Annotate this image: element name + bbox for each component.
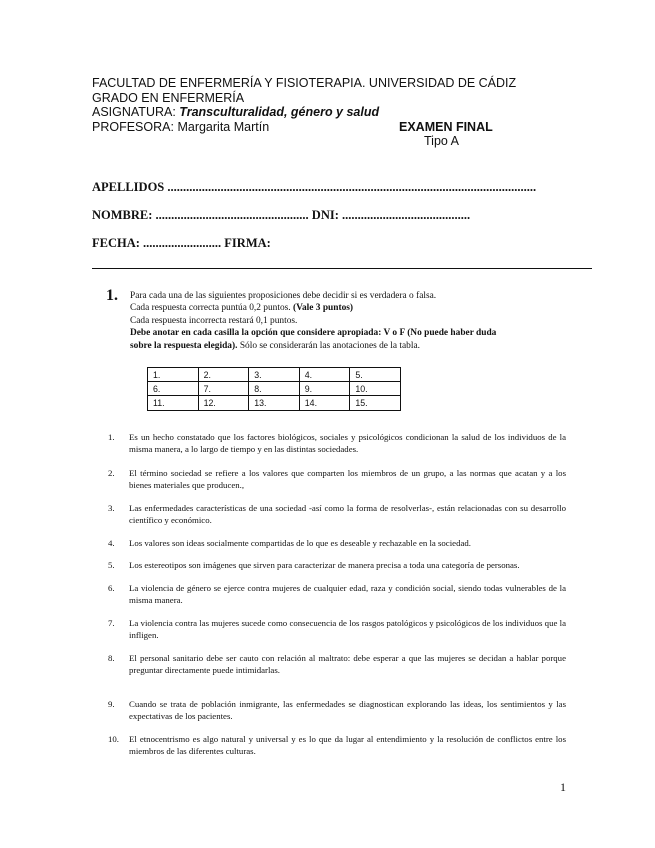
answer-cell[interactable]: 14. xyxy=(299,396,350,410)
professor-name: Margarita Martín xyxy=(177,119,270,134)
name-id-field[interactable] xyxy=(92,208,470,223)
statement-number: 5. xyxy=(108,560,115,570)
statement-text: El personal sanitario debe ser cauto con relación al maltrato: debe esperar a que las mujeres se decidan a hablar porque preguntar directamente puede intimidarlas. xyxy=(129,653,566,675)
instruction-line: Cada respuesta incorrecta restará 0,1 puntos. xyxy=(130,315,298,326)
instruction-line xyxy=(130,340,560,352)
answer-cell[interactable]: 7. xyxy=(198,382,249,396)
name-dots: ................................................. xyxy=(155,208,309,222)
faculty-line: FACULTAD DE ENFERMERÍA Y FISIOTERAPIA. UNIVERSIDAD DE CÁDIZ xyxy=(92,76,517,90)
surname-field[interactable] xyxy=(92,180,536,195)
instruction-line: Para cada una de las siguientes proposiciones debe decidir si es verdadera o falsa. xyxy=(130,291,437,301)
answer-cell[interactable]: 15. xyxy=(350,396,401,410)
answer-cell[interactable]: 8. xyxy=(249,382,300,396)
instruction-line xyxy=(130,302,560,314)
page-number: 1 xyxy=(560,780,566,794)
exam-type-line xyxy=(92,134,612,149)
subject-line xyxy=(92,105,612,120)
statement-number: 1. xyxy=(108,432,115,442)
date-signature-field[interactable] xyxy=(92,236,271,251)
statement-number: 9. xyxy=(108,699,115,709)
date-dots: ......................... xyxy=(143,236,222,250)
statement-number: 3. xyxy=(108,503,115,513)
statement-number: 6. xyxy=(108,583,115,593)
instruction-line: Debe anotar en cada casilla la opción que considere apropiada: V o F (No puede haber duda xyxy=(130,328,497,339)
answer-cell[interactable]: 12. xyxy=(198,396,249,410)
answer-cell[interactable]: 6. xyxy=(148,382,199,396)
degree-line: GRADO EN ENFERMERÍA xyxy=(92,90,245,105)
statement-text: La violencia contra las mujeres sucede como consecuencia de los rasgos patológicos y psicológicos de los individuos que la infligen. xyxy=(129,618,566,640)
professor-line xyxy=(92,120,612,135)
answer-cell[interactable]: 10. xyxy=(350,382,401,396)
statement-text: La violencia de género se ejerce contra mujeres de cualquier edad, raza y condición social, siendo todas vulnerables de la misma manera. xyxy=(129,583,566,605)
instruction-points: (Vale 3 puntos) xyxy=(292,303,354,314)
instruction-bold-text: sobre la respuesta elegida). xyxy=(130,340,238,351)
answer-cell[interactable]: 2. xyxy=(198,368,249,382)
header-divider xyxy=(92,268,592,269)
answer-cell[interactable]: 13. xyxy=(249,396,300,410)
subject-label: ASIGNATURA: xyxy=(92,105,176,119)
answer-table-row xyxy=(148,396,401,410)
exam-title: EXAMEN FINAL xyxy=(399,119,493,134)
answer-cell[interactable]: 1. xyxy=(148,368,199,382)
exam-type: Tipo A xyxy=(424,134,459,148)
statement-number: 10. xyxy=(108,734,119,744)
statement-text: Cuando se trata de población inmigrante, las enfermedades se diagnostican explorando las ideas, los sentimientos y las expectativas de los pacientes. xyxy=(129,699,566,721)
question-number: 1. xyxy=(106,287,118,304)
id-label: DNI: xyxy=(311,208,339,222)
statement-number: 8. xyxy=(108,653,115,663)
subject-value: Transculturalidad, género y salud xyxy=(179,105,380,119)
answer-cell[interactable]: 5. xyxy=(350,368,401,382)
instruction-text: Cada respuesta correcta puntúa 0,2 puntos. xyxy=(130,303,293,314)
date-label: FECHA: xyxy=(92,236,140,250)
instruction-text: Sólo se considerarán las anotaciones de la tabla. xyxy=(237,340,420,351)
surname-dots: ...................................................................................................................... xyxy=(167,180,537,194)
statement-text: Los valores son ideas socialmente compartidas de lo que es deseable y rechazable en la sociedad. xyxy=(129,538,471,548)
statement-number: 2. xyxy=(108,468,115,478)
answer-table xyxy=(147,367,401,411)
statement-number: 4. xyxy=(108,538,115,548)
answer-table-row xyxy=(148,368,401,382)
answer-table-row xyxy=(148,382,401,396)
statement-text: El etnocentrismo es algo natural y universal y es lo que da lugar al entendimiento y la resolución de conflictos entre los miembros de las diferentes culturas. xyxy=(129,734,566,756)
statement-number: 7. xyxy=(108,618,115,628)
signature-label: FIRMA: xyxy=(224,236,271,250)
answer-cell[interactable]: 3. xyxy=(249,368,300,382)
statement-text: Los estereotipos son imágenes que sirven para caracterizar de manera precisa a toda una categoría de personas. xyxy=(129,560,520,570)
answer-cell[interactable]: 4. xyxy=(299,368,350,382)
surname-label: APELLIDOS xyxy=(92,180,165,194)
professor-label: PROFESORA: xyxy=(92,119,174,134)
id-dots: ......................................... xyxy=(342,208,471,222)
exam-header xyxy=(92,76,612,149)
answer-cell[interactable]: 9. xyxy=(299,382,350,396)
answer-cell[interactable]: 11. xyxy=(148,396,199,410)
question-instructions xyxy=(130,290,560,352)
statement-text: Es un hecho constatado que los factores biológicos, sociales y psicológicos condicionan la salud de los individuos de la misma manera, a lo largo de tiempo y en las distintas sociedades. xyxy=(129,432,566,454)
statement-text: El término sociedad se refiere a los valores que comparten los miembros de un grupo, a las normas que acatan y a los bienes materiales que producen., xyxy=(129,468,566,490)
name-label: NOMBRE: xyxy=(92,208,153,222)
statement-text: Las enfermedades características de una sociedad -así como la forma de resolverlas-, están relacionadas con su desarrollo científico y económico. xyxy=(129,503,566,525)
